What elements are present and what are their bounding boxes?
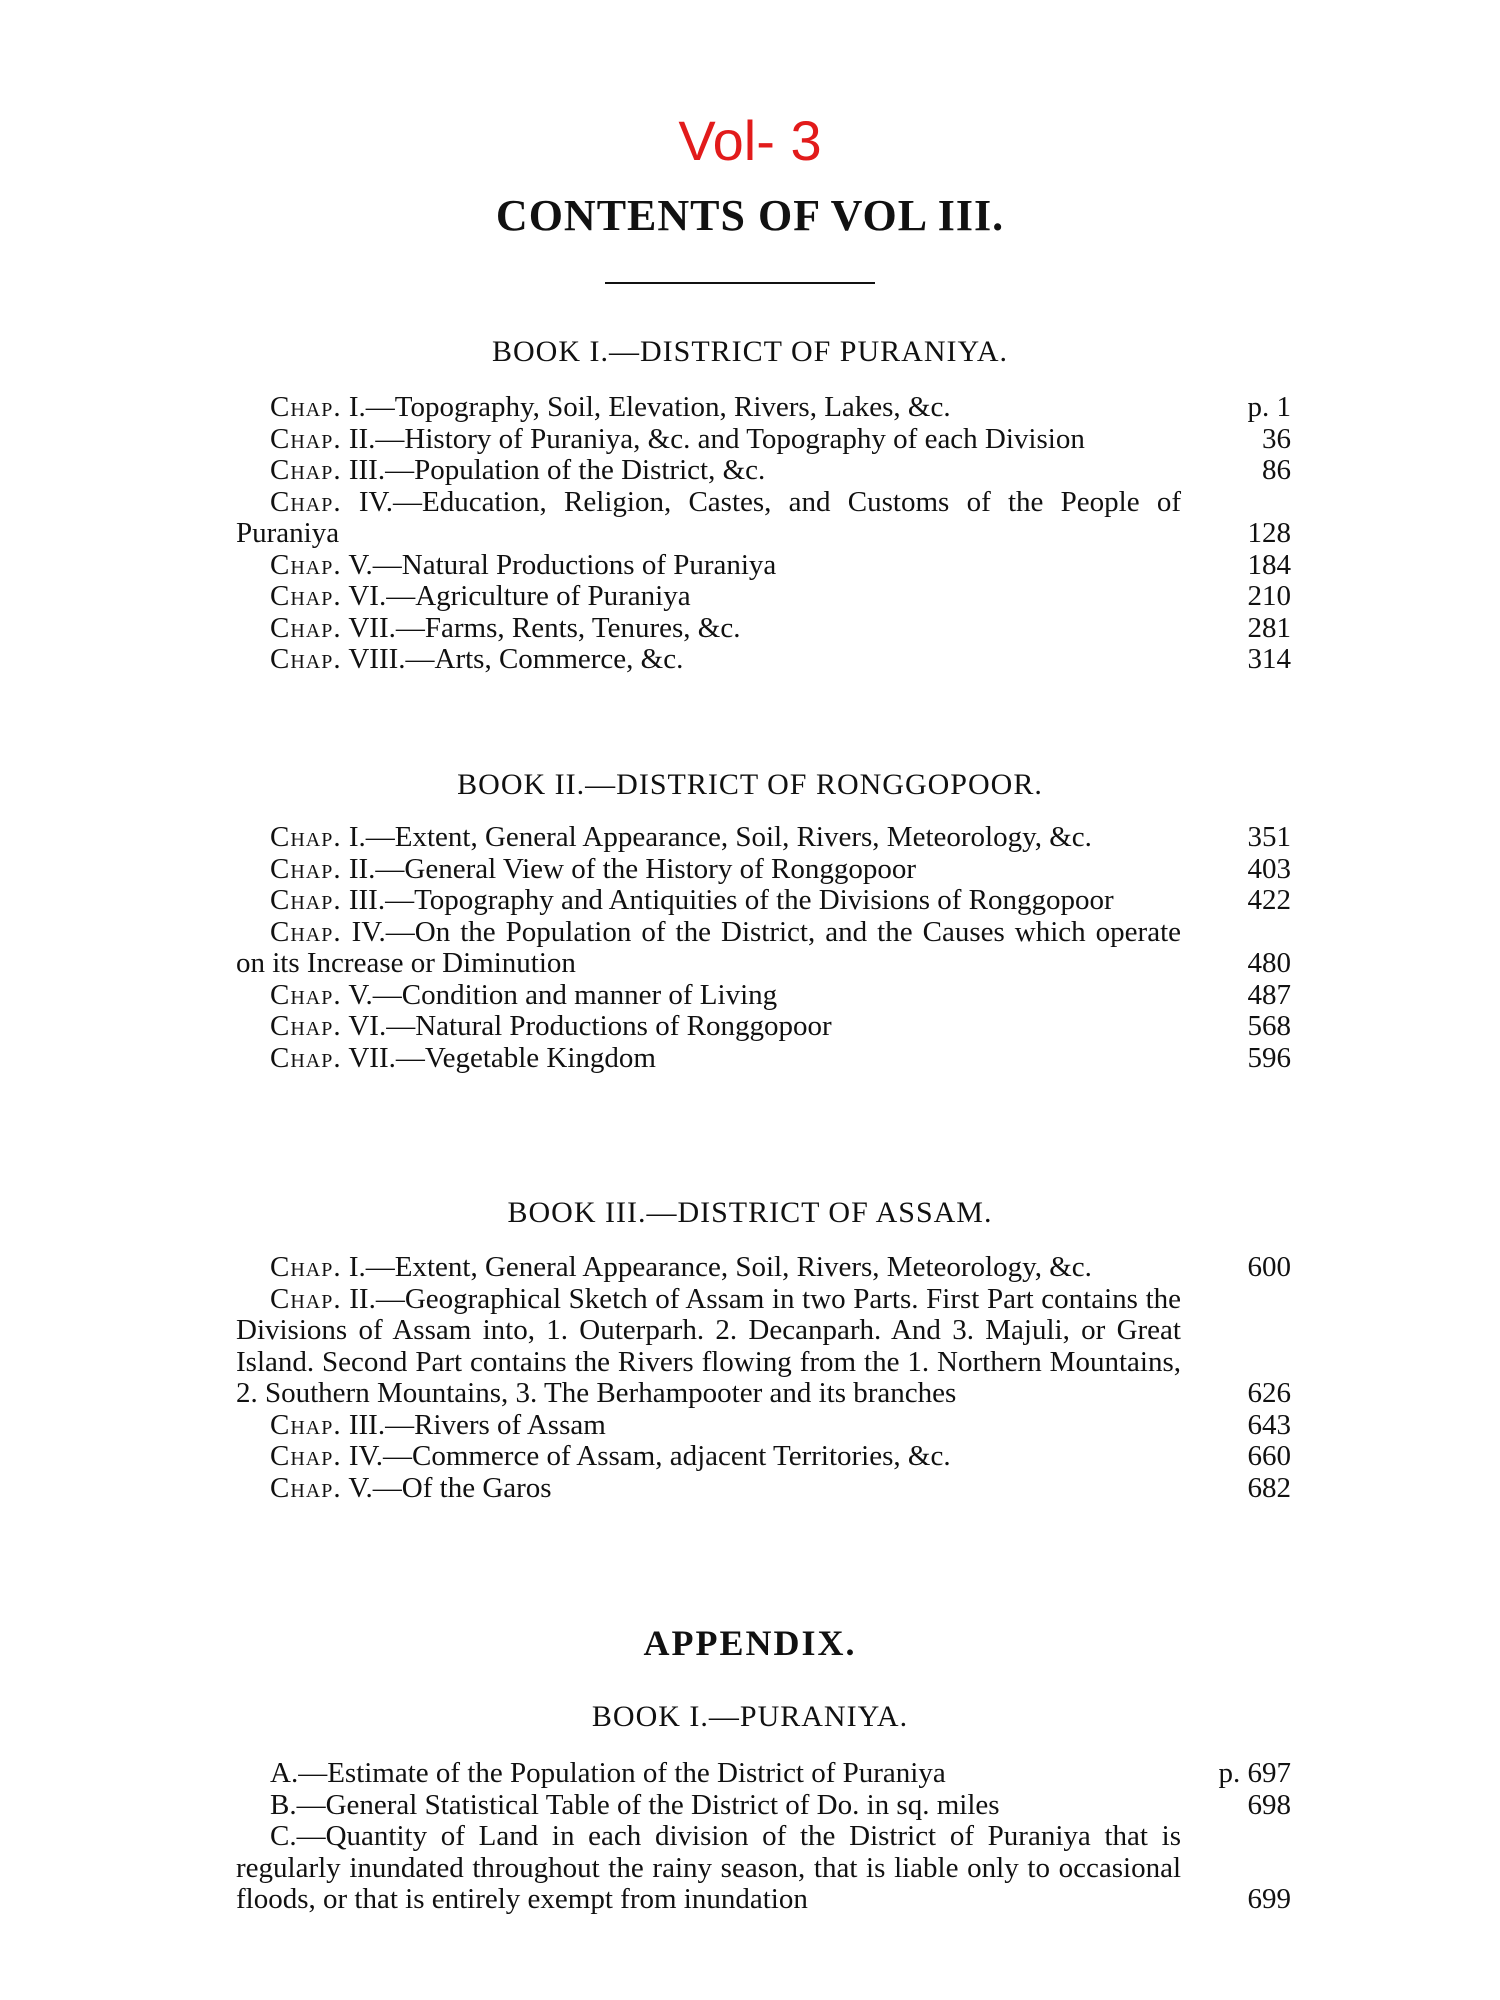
entry-title: VI.—Agriculture of Puraniya	[348, 580, 691, 612]
chapter-entry	[236, 917, 1291, 980]
book-2-chapters	[236, 822, 1291, 1074]
chapter-entry	[236, 854, 1291, 886]
page-title: CONTENTS OF VOL III.	[495, 191, 1005, 240]
chapter-entry	[236, 980, 1291, 1012]
entry-title: III.—Population of the District, &c.	[348, 454, 766, 486]
book-2-heading: BOOK II.—DISTRICT OF RONGGOPOOR.	[457, 768, 1043, 801]
entry-title: II.—Geographical Sketch of Assam in two Parts. First Part contains the Divisions of Assam into, 1. Outerparh. 2. Decanparh. And 3. Majuli, or Great Island. Second Part contains the Rivers flowing from the 1. Northern Mountains, 2. Southern Mountains, 3. The Berhampooter and its branches	[236, 1282, 1182, 1409]
book-3-heading: BOOK III.—DISTRICT OF ASSAM.	[507, 1196, 993, 1229]
page-number: 281	[1247, 611, 1291, 644]
entry-title: II.—History of Puraniya, &c. and Topography of each Division	[348, 422, 1085, 455]
chapter-entry	[236, 1011, 1291, 1043]
entry-title: C.—Quantity of Land in each division of the District of Puraniya that is regularly inundated throughout the rainy season, that is liable only to occasional floods, or that is entirely exempt from inundation	[236, 1820, 1181, 1915]
chapter-entry	[236, 392, 1291, 424]
chapter-label: Chap.	[270, 454, 342, 486]
page-number: 480	[1247, 947, 1291, 979]
chapter-entry	[236, 1473, 1291, 1505]
page-number: 487	[1247, 978, 1291, 1011]
page-number: 626	[1247, 1377, 1291, 1409]
appendix-heading: APPENDIX.	[643, 1623, 857, 1663]
page-number: 128	[1247, 517, 1291, 549]
entry-title: IV.—Commerce of Assam, adjacent Territories, &c.	[348, 1440, 951, 1472]
chapter-label: Chap.	[270, 978, 342, 1011]
page-number: 422	[1247, 884, 1291, 916]
appendix-entry	[236, 1821, 1291, 1916]
chapter-label: Chap.	[270, 915, 342, 948]
chapter-label: Chap.	[270, 1251, 342, 1283]
page-number: 210	[1247, 580, 1291, 612]
entry-title: IV.—On the Population of the District, and the Causes which operate on its Increase or Diminution	[236, 915, 1182, 979]
book-1-chapters	[236, 392, 1291, 676]
appendix-book-heading: BOOK I.—PURANIYA.	[591, 1700, 909, 1733]
chapter-entry	[236, 1410, 1291, 1442]
appendix-entry	[236, 1790, 1291, 1822]
book-3-chapters	[236, 1252, 1291, 1504]
entry-title: III.—Rivers of Assam	[348, 1408, 606, 1441]
chapter-entry	[236, 1043, 1291, 1075]
entry-title: VII.—Vegetable Kingdom	[348, 1041, 656, 1074]
entry-title: I.—Extent, General Appearance, Soil, Rivers, Meteorology, &c.	[348, 1251, 1092, 1283]
volume-label: Vol- 3	[678, 109, 822, 172]
entry-title: V.—Condition and manner of Living	[348, 978, 778, 1011]
page-number: 682	[1247, 1471, 1291, 1504]
entry-title: IV.—Education, Religion, Castes, and Customs of the People of Puraniya	[236, 485, 1182, 549]
entry-title: V.—Natural Productions of Puraniya	[348, 548, 777, 581]
page-number: 643	[1247, 1408, 1291, 1441]
page-number: 699	[1247, 1883, 1291, 1915]
chapter-label: Chap.	[270, 1471, 342, 1504]
appendix-entry	[236, 1758, 1291, 1790]
entry-title: A.—Estimate of the Population of the District of Puraniya	[270, 1757, 946, 1789]
chapter-entry	[236, 1252, 1291, 1284]
page-number: p. 697	[1218, 1757, 1291, 1789]
chapter-label: Chap.	[270, 391, 342, 423]
chapter-label: Chap.	[270, 1282, 342, 1315]
chapter-label: Chap.	[270, 821, 342, 853]
page-number: 86	[1262, 454, 1291, 486]
chapter-entry	[236, 1441, 1291, 1473]
entry-title: VII.—Farms, Rents, Tenures, &c.	[348, 611, 741, 644]
chapter-entry	[236, 455, 1291, 487]
page-number: 184	[1247, 548, 1291, 581]
page-number: 351	[1247, 821, 1291, 853]
page-number: 568	[1247, 1010, 1291, 1042]
chapter-label: Chap.	[270, 422, 342, 455]
chapter-entry	[236, 822, 1291, 854]
book-1-heading: BOOK I.—DISTRICT OF PURANIYA.	[492, 335, 1008, 368]
page-number: 403	[1247, 852, 1291, 885]
appendix-items	[236, 1758, 1291, 1916]
entry-title: VIII.—Arts, Commerce, &c.	[348, 643, 684, 675]
chapter-entry	[236, 644, 1291, 676]
entry-title: I.—Topography, Soil, Elevation, Rivers, Lakes, &c.	[348, 391, 951, 423]
chapter-label: Chap.	[270, 1010, 342, 1042]
page-number: 36	[1262, 422, 1291, 455]
chapter-label: Chap.	[270, 1408, 342, 1441]
chapter-label: Chap.	[270, 852, 342, 885]
chapter-entry	[236, 487, 1291, 550]
page-number: 600	[1247, 1251, 1291, 1283]
chapter-entry	[236, 550, 1291, 582]
chapter-label: Chap.	[270, 884, 342, 916]
chapter-label: Chap.	[270, 580, 342, 612]
chapter-label: Chap.	[270, 1041, 342, 1074]
chapter-label: Chap.	[270, 1440, 342, 1472]
chapter-entry	[236, 424, 1291, 456]
page-number: 596	[1247, 1041, 1291, 1074]
entry-title: I.—Extent, General Appearance, Soil, Rivers, Meteorology, &c.	[348, 821, 1092, 853]
entry-title: V.—Of the Garos	[348, 1471, 552, 1504]
entry-title: III.—Topography and Antiquities of the Divisions of Ronggopoor	[348, 884, 1114, 916]
page-number: 314	[1247, 643, 1291, 675]
entry-title: VI.—Natural Productions of Ronggopoor	[348, 1010, 832, 1042]
chapter-entry	[236, 581, 1291, 613]
chapter-entry	[236, 885, 1291, 917]
chapter-entry	[236, 1284, 1291, 1410]
chapter-label: Chap.	[270, 611, 342, 644]
chapter-entry	[236, 613, 1291, 645]
page-number: 660	[1247, 1440, 1291, 1472]
title-divider	[605, 282, 875, 284]
entry-title: B.—General Statistical Table of the District of Do. in sq. miles	[270, 1788, 1000, 1821]
entry-title: II.—General View of the History of Ronggopoor	[348, 852, 916, 885]
chapter-label: Chap.	[270, 485, 342, 518]
chapter-label: Chap.	[270, 643, 342, 675]
chapter-label: Chap.	[270, 548, 342, 581]
page-number: p. 1	[1247, 391, 1291, 423]
page-number: 698	[1247, 1788, 1291, 1821]
